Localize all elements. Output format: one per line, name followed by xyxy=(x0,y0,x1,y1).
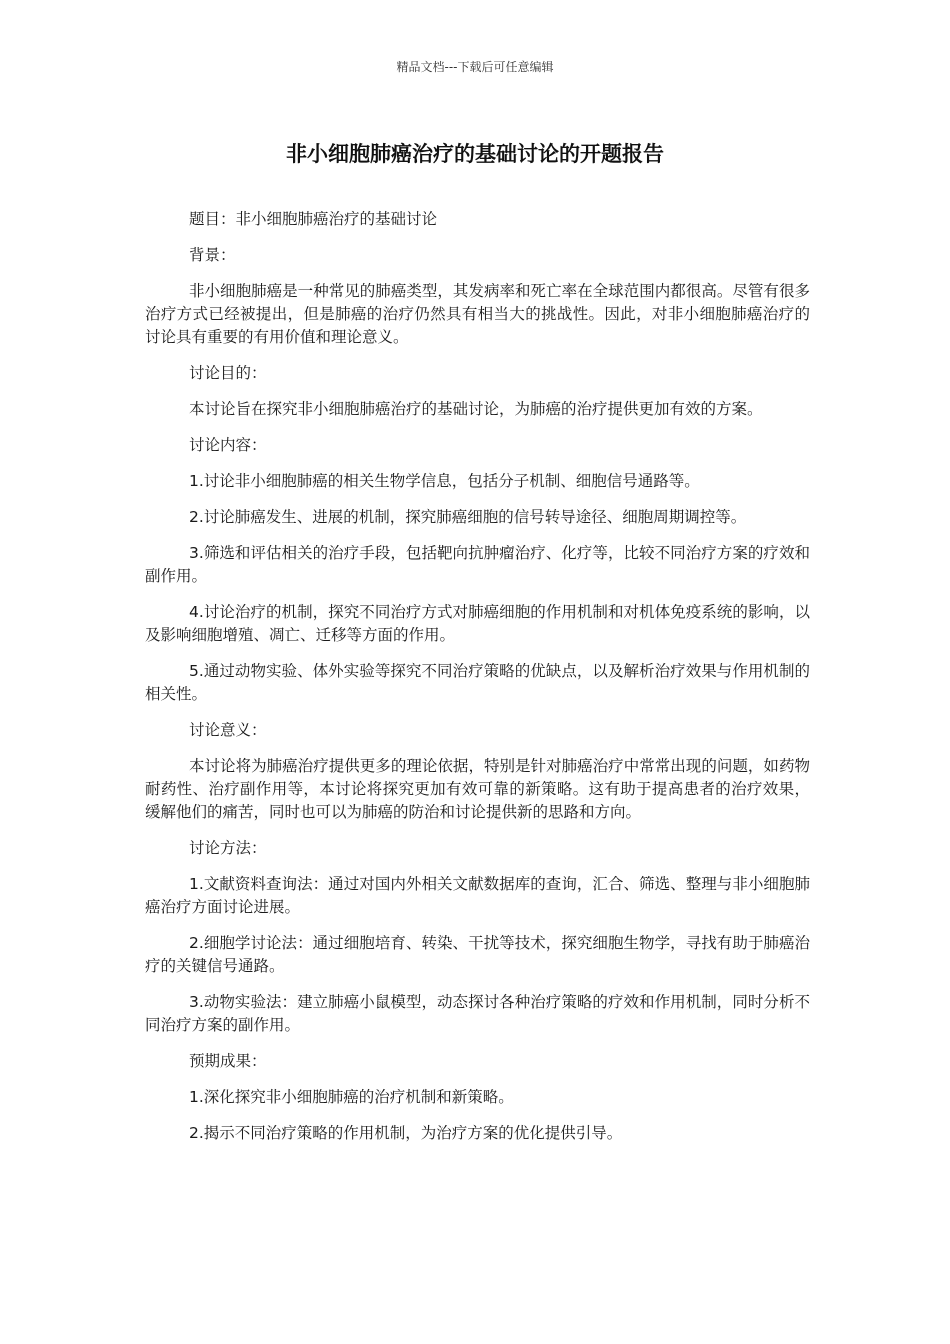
content-item: 5.通过动物实验、体外实验等探究不同治疗策略的优缺点，以及解析治疗效果与作用机制的相关性。 xyxy=(145,662,810,703)
section-heading-outcomes: 预期成果： xyxy=(189,1052,267,1070)
document-body xyxy=(145,208,810,1158)
significance-paragraph: 本讨论将为肺癌治疗提供更多的理论依据，特别是针对肺癌治疗中常常出现的问题，如药物耐药性、治疗副作用等，本讨论将探究更加有效可靠的新策略。这有助于提高患者的治疗效果，缓解他们的痛苦，同时也可以为肺癌的防治和讨论提供新的思路和方向。 xyxy=(145,757,810,821)
method-item: 1.文献资料查询法：通过对国内外相关文献数据库的查询，汇合、筛选、整理与非小细胞肺癌治疗方面讨论进展。 xyxy=(145,875,810,916)
content-item: 2.讨论肺癌发生、进展的机制，探究肺癌细胞的信号转导途径、细胞周期调控等。 xyxy=(189,508,747,526)
content-item: 3.筛选和评估相关的治疗手段，包括靶向抗肿瘤治疗、化疗等，比较不同治疗方案的疗效和副作用。 xyxy=(145,544,810,585)
section-heading-purpose: 讨论目的： xyxy=(189,364,267,382)
outcome-item: 1.深化探究非小细胞肺癌的治疗机制和新策略。 xyxy=(189,1088,514,1106)
document-title: 非小细胞肺癌治疗的基础讨论的开题报告 xyxy=(286,142,664,166)
header-note: 精品文档---下载后可任意编辑 xyxy=(396,60,554,74)
method-item: 3.动物实验法：建立肺癌小鼠模型，动态探讨各种治疗策略的疗效和作用机制，同时分析不同治疗方案的副作用。 xyxy=(145,993,810,1034)
content-item: 4.讨论治疗的机制，探究不同治疗方式对肺癌细胞的作用机制和对机体免疫系统的影响，以及影响细胞增殖、凋亡、迁移等方面的作用。 xyxy=(145,603,810,644)
section-heading-significance: 讨论意义： xyxy=(189,721,267,739)
topic-line: 题目：非小细胞肺癌治疗的基础讨论 xyxy=(189,210,438,228)
outcome-item: 2.揭示不同治疗策略的作用机制，为治疗方案的优化提供引导。 xyxy=(189,1124,623,1142)
purpose-paragraph: 本讨论旨在探究非小细胞肺癌治疗的基础讨论，为肺癌的治疗提供更加有效的方案。 xyxy=(189,400,763,418)
content-item: 1.讨论非小细胞肺癌的相关生物学信息，包括分子机制、细胞信号通路等。 xyxy=(189,472,700,490)
section-heading-methods: 讨论方法： xyxy=(189,839,267,857)
section-heading-content: 讨论内容： xyxy=(189,436,267,454)
background-paragraph: 非小细胞肺癌是一种常见的肺癌类型，其发病率和死亡率在全球范围内都很高。尽管有很多治疗方式已经被提出，但是肺癌的治疗仍然具有相当大的挑战性。因此，对非小细胞肺癌治疗的讨论具有重要的有用价值和理论意义。 xyxy=(145,282,810,346)
method-item: 2.细胞学讨论法：通过细胞培育、转染、干扰等技术，探究细胞生物学，寻找有助于肺癌治疗的关键信号通路。 xyxy=(145,934,810,975)
section-heading-background: 背景： xyxy=(189,246,236,264)
